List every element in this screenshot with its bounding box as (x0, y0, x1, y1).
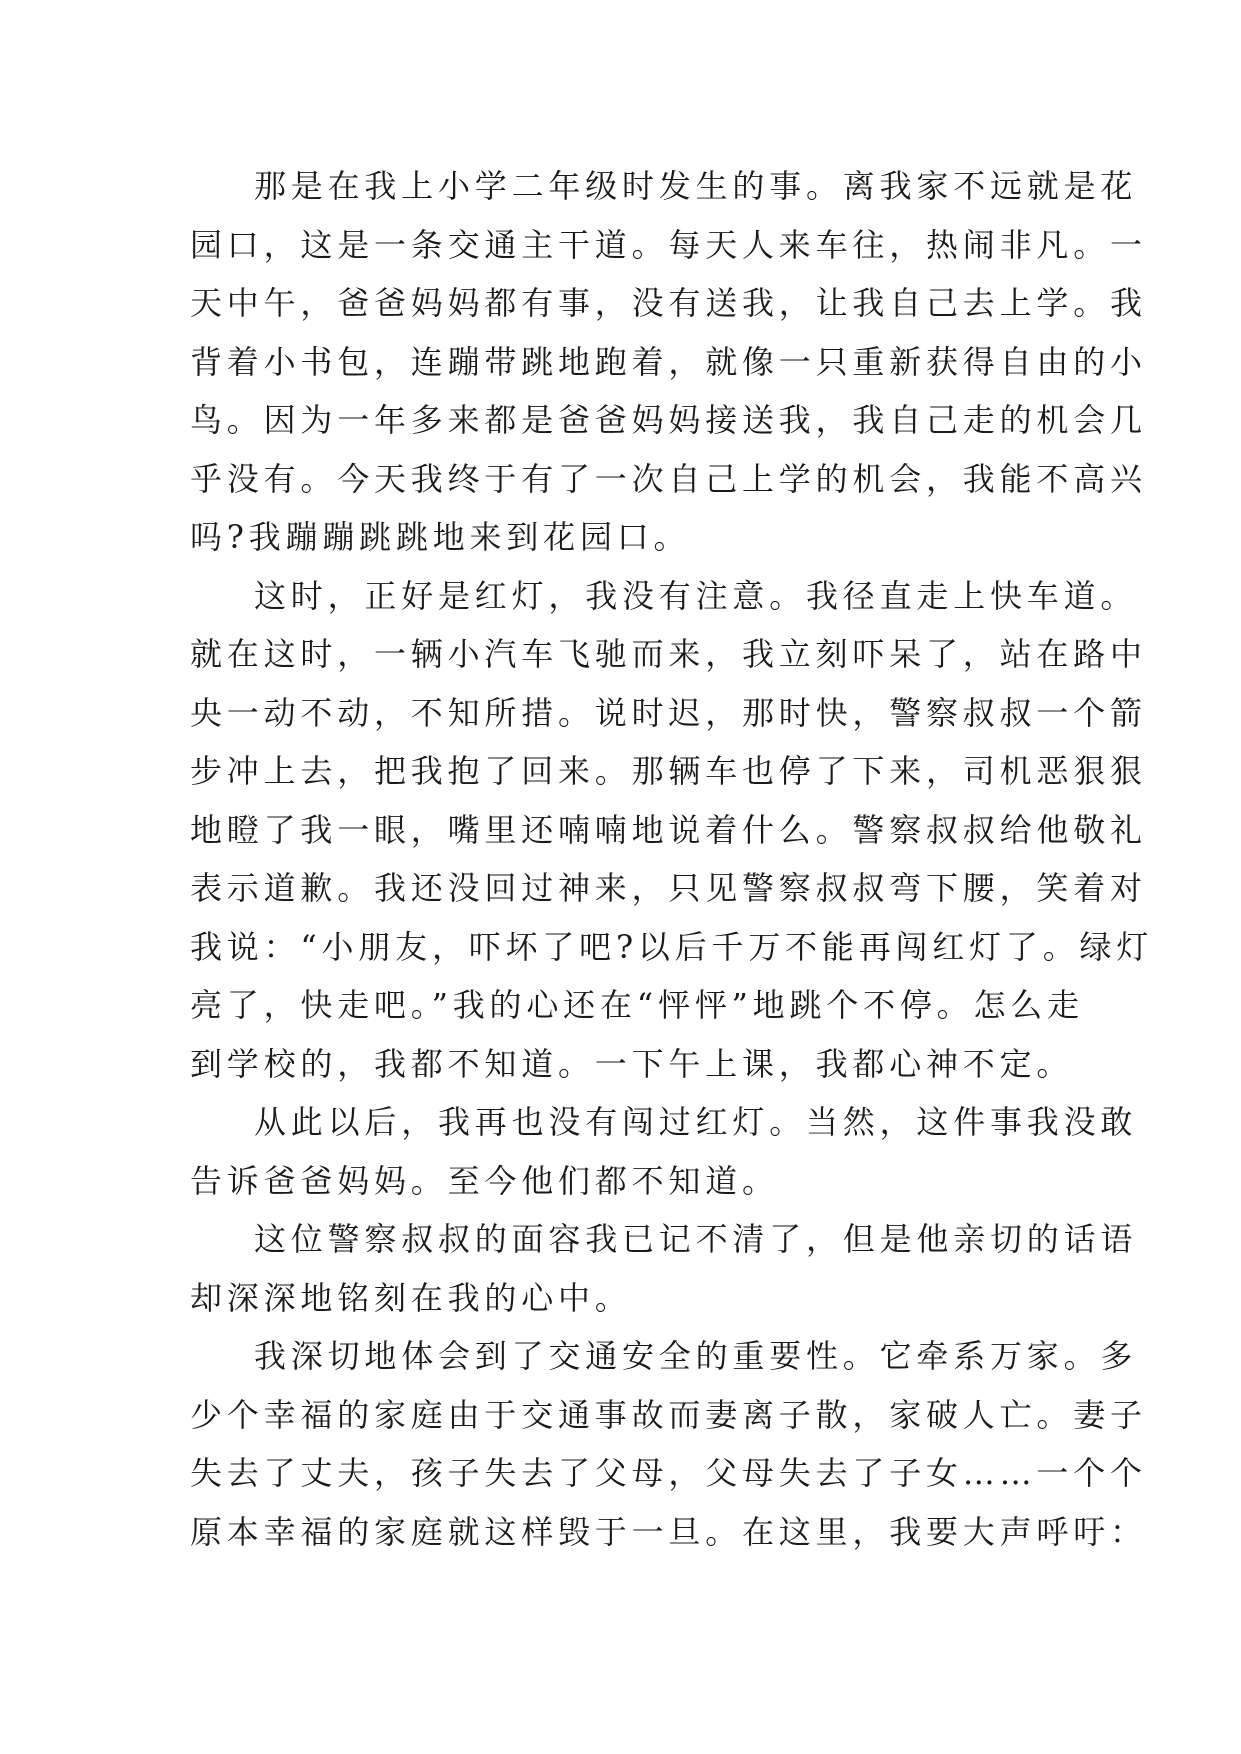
paragraph-1-line-5: 鸟。因为一年多来都是爸爸妈妈接送我，我自己走的机会几 (190, 401, 1147, 439)
paragraph-3-line-2: 告诉爸爸妈妈。至今他们都不知道。 (190, 1161, 779, 1200)
paragraph-2-line-4: 步冲上去，把我抱了回来。那辆车也停了下来，司机恶狠狠 (190, 752, 1147, 790)
paragraph-2-line-6: 表示道歉。我还没回过神来，只见警察叔叔弯下腰，笑着对 (190, 869, 1147, 907)
paragraph-5-line-3: 失去了丈夫，孩子失去了父母，父母失去了子女……一个个 (190, 1454, 1147, 1492)
paragraph-3-line-1: 从此以后，我再也没有闯过红灯。当然，这件事我没敢 (254, 1103, 1138, 1141)
paragraph-1-line-1: 那是在我上小学二年级时发生的事。离我家不远就是花 (254, 167, 1138, 205)
paragraph-1-line-7: 吗?我蹦蹦跳跳地来到花园口。 (190, 518, 691, 556)
paragraph-4-line-2: 却深深地铭刻在我的心中。 (190, 1278, 632, 1317)
paragraph-2-line-8: 亮了，快走吧。”我的心还在“怦怦”地跳个不停。怎么走 (190, 986, 1084, 1024)
paragraph-2-line-3: 央一动不动，不知所措。说时迟，那时快，警察叔叔一个箭 (190, 693, 1147, 732)
paragraph-5-line-4: 原本幸福的家庭就这样毁于一旦。在这里，我要大声呼吁： (190, 1512, 1147, 1551)
paragraph-1-line-2: 园口，这是一条交通主干道。每天人来车往，热闹非凡。一 (190, 225, 1147, 264)
paragraph-4-line-1: 这位警察叔叔的面容我已记不清了，但是他亲切的话语 (254, 1220, 1138, 1258)
paragraph-2-line-9: 到学校的，我都不知道。一下午上课，我都心神不定。 (190, 1044, 1074, 1083)
paragraph-1-line-6: 乎没有。今天我终于有了一次自己上学的机会，我能不高兴 (190, 459, 1147, 498)
paragraph-2-line-7: 我说：“小朋友，吓坏了吧?以后千万不能再闯红灯了。绿灯 (190, 927, 1154, 966)
paragraph-2-line-1: 这时，正好是红灯，我没有注意。我径直走上快车道。 (254, 576, 1138, 615)
paragraph-2-line-2: 就在这时，一辆小汽车飞驰而来，我立刻吓呆了，站在路中 (190, 635, 1147, 673)
paragraph-5-line-2: 少个幸福的家庭由于交通事故而妻离子散，家破人亡。妻子 (190, 1395, 1147, 1434)
paragraph-1-line-3: 天中午，爸爸妈妈都有事，没有送我，让我自己去上学。我 (190, 284, 1147, 322)
paragraph-5-line-1: 我深切地体会到了交通安全的重要性。它牵系万家。多 (254, 1337, 1138, 1375)
paragraph-1-line-4: 背着小书包，连蹦带跳地跑着，就像一只重新获得自由的小 (190, 342, 1147, 381)
document-body (190, 157, 1154, 1561)
paragraph-2-line-5: 地瞪了我一眼，嘴里还喃喃地说着什么。警察叔叔给他敬礼 (190, 810, 1147, 849)
